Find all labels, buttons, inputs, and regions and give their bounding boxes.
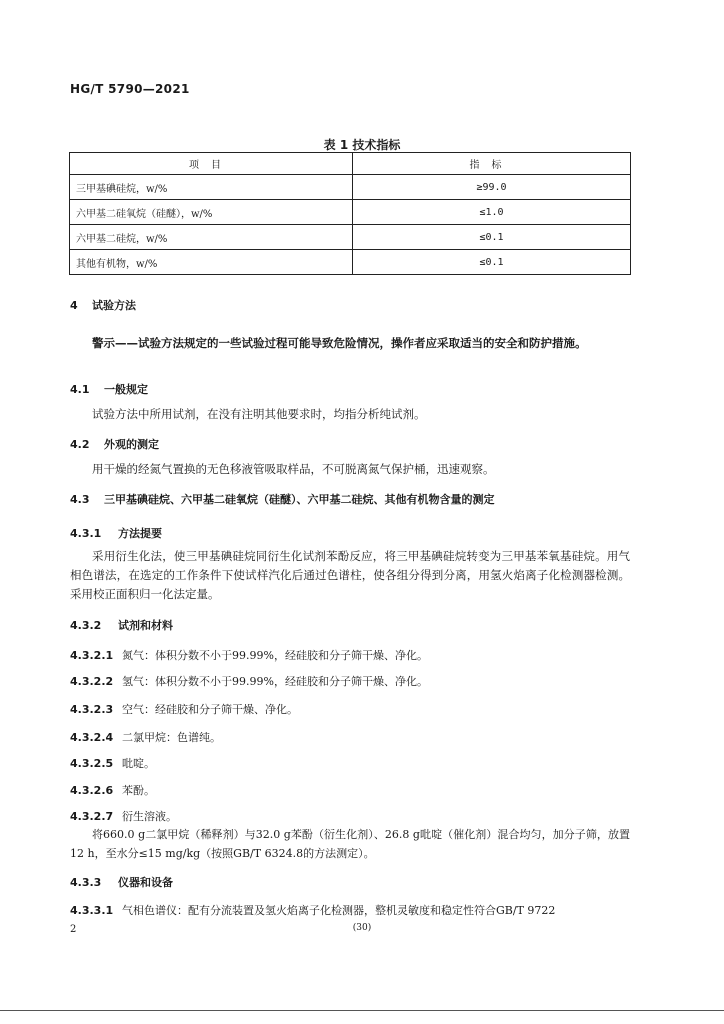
table-row	[70, 200, 631, 225]
cell-value: ≥99.0	[353, 175, 631, 200]
cell-item: 六甲基二硅氧烷（硅醚），w/%	[70, 200, 353, 225]
column-header-value: 指标	[353, 153, 631, 175]
section-4-3-heading: 4.3 三甲基碘硅烷、六甲基二硅氧烷（硅醚）、六甲基二硅烷、其他有机物含量的测定	[70, 493, 495, 506]
cell-value: ≤0.1	[353, 225, 631, 250]
cell-item: 六甲基二硅烷，w/%	[70, 225, 353, 250]
reagent-item: 4.3.2.7 衍生溶液。	[70, 810, 177, 823]
reagent-item: 4.3.2.4 二氯甲烷：色谱纯。	[70, 731, 221, 744]
table-row	[70, 175, 631, 200]
page-number: 2	[70, 924, 77, 935]
cell-item: 其他有机物，w/%	[70, 250, 353, 275]
cell-value: ≤1.0	[353, 200, 631, 225]
table-caption: 表 1 技术指标	[323, 138, 401, 152]
section-4-3-1-heading: 4.3.1 方法提要	[70, 527, 162, 540]
page-code: (30)	[352, 923, 372, 933]
reagent-item: 4.3.2.6 苯酚。	[70, 784, 155, 797]
instrument-item: 4.3.3.1 气相色谱仪：配有分流装置及氢火焰离子化检测器，整机灵敏度和稳定性符合GB/T 9722	[70, 904, 556, 917]
section-4-3-2-heading: 4.3.2 试剂和材料	[70, 619, 173, 632]
table-header-row	[70, 153, 631, 175]
derivative-solution-text: 将660.0 g二氯甲烷（稀释剂）与32.0 g苯酚（衍生化剂）、26.8 g吡啶（催化剂）混合均匀，加分子筛，放置12 h，至水分≤15 mg/kg（按照GB/T 6324.8的方法测定）。	[70, 828, 630, 860]
spec-table	[69, 152, 631, 275]
section-4-heading: 4 试验方法	[70, 299, 136, 312]
table-row	[70, 250, 631, 275]
section-4-1-heading: 4.1 一般规定	[70, 383, 148, 396]
table-row	[70, 225, 631, 250]
reagent-item: 4.3.2.2 氢气：体积分数不小于99.99%，经硅胶和分子筛干燥、净化。	[70, 675, 428, 688]
reagent-item: 4.3.2.3 空气：经硅胶和分子筛干燥、净化。	[70, 703, 298, 716]
section-4-2-heading: 4.2 外观的测定	[70, 438, 159, 451]
section-4-1-text: 试验方法中所用试剂，在没有注明其他要求时，均指分析纯试剂。	[92, 407, 426, 421]
warning-text: 警示——试验方法规定的一些试验过程可能导致危险情况，操作者应采取适当的安全和防护措施。	[92, 336, 587, 350]
section-4-3-3-heading: 4.3.3 仪器和设备	[70, 876, 173, 889]
section-4-2-text: 用干燥的经氮气置换的无色移液管吸取样品，不可脱离氮气保护桶，迅速观察。	[92, 462, 495, 476]
bottom-edge-line	[0, 1010, 724, 1011]
section-4-3-1-text: 采用衍生化法，使三甲基碘硅烷同衍生化试剂苯酚反应，将三甲基碘硅烷转变为三甲基苯氧基硅烷。用气相色谱法，在选定的工作条件下使试样汽化后通过色谱柱，使各组分得到分离，用氢火焰离子化检测器检测。采用校正面积归一化法定量。	[70, 549, 630, 601]
cell-item: 三甲基碘硅烷，w/%	[70, 175, 353, 200]
standard-number: HG/T 5790—2021	[70, 82, 190, 96]
reagent-item: 4.3.2.5 吡啶。	[70, 757, 155, 770]
reagent-item: 4.3.2.1 氮气：体积分数不小于99.99%，经硅胶和分子筛干燥、净化。	[70, 649, 428, 662]
cell-value: ≤0.1	[353, 250, 631, 275]
column-header-item: 项目	[70, 153, 353, 175]
